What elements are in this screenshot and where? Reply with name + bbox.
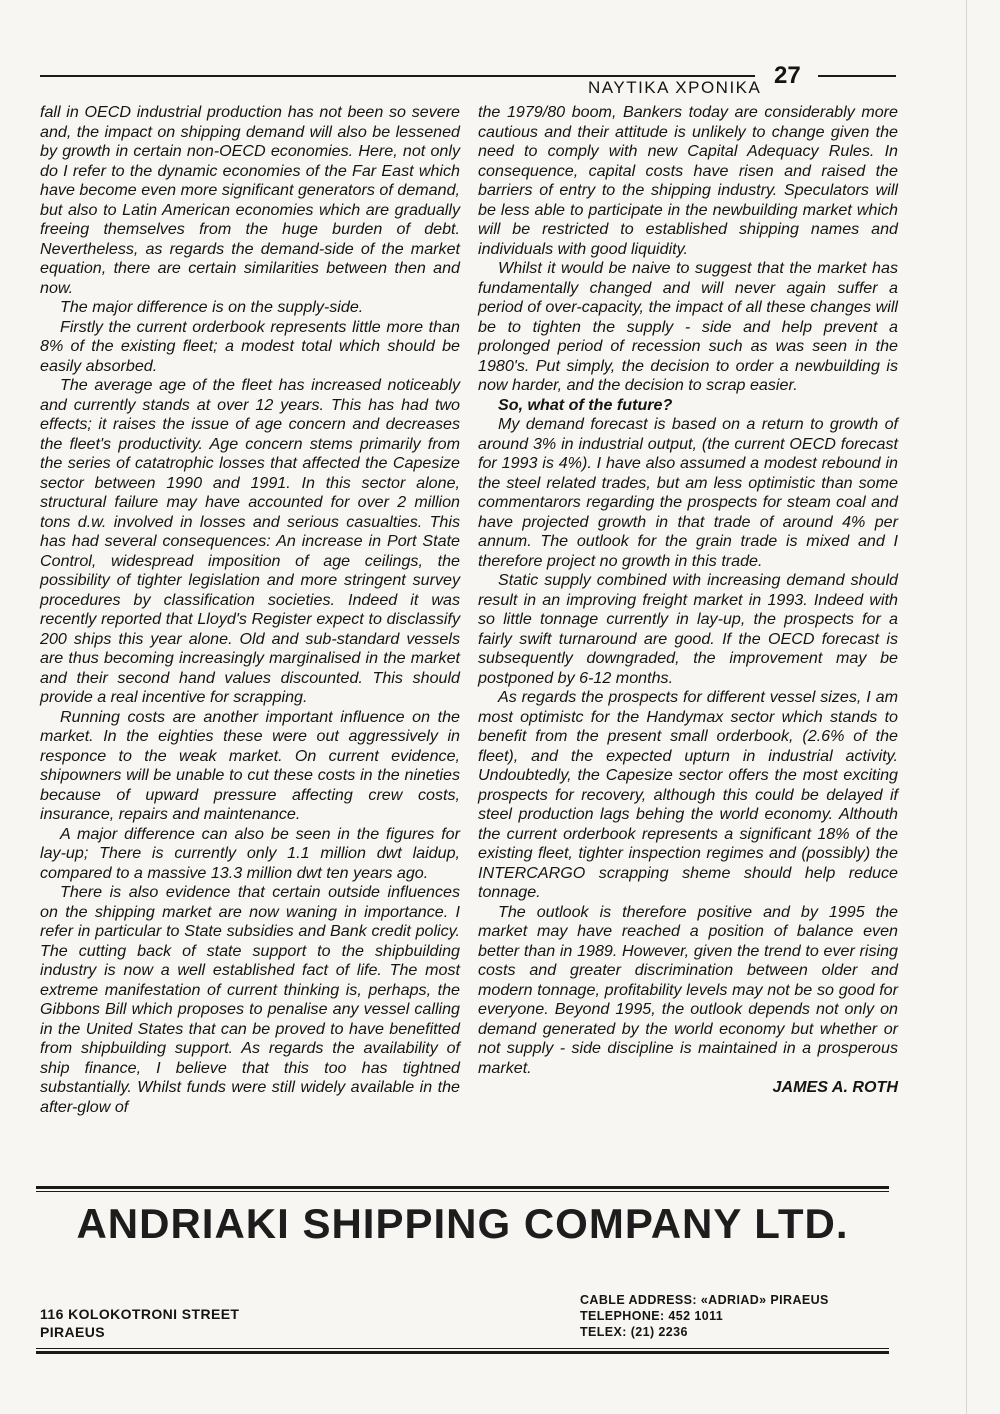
company-name: ANDRIAKI SHIPPING COMPANY LTD. (76, 1200, 849, 1247)
section-subheading: So, what of the future? (498, 395, 673, 414)
article-left-column (40, 103, 460, 1117)
paragraph: As regards the prospects for different vessel sizes, I am most optimistc for the Handymax sector which stands to benefit from the present small orderbook, (2.6% of the fleet), and the expected upturn in industrial activity. Undoubtedly, the Capesize sector offers the most exciting prospects for recovery, although this could be delayed if steel production lags behing the world economy. Althouth the current orderbook represents a significant 18% of the existing fleet, tighter inspection regimes and (possibly) the INTERCARGO scrapping sheme should help reduce tonnage. (478, 688, 898, 901)
advert-top-rule-thick (36, 1186, 889, 1189)
paragraph: There is also evidence that certain outside influences on the shipping market are now waning in importance. I refer in particular to State subsidies and Bank credit policy. The cutting back of state support to the shipbuilding industry is now a well established fact of life. The most extreme manifestation of current thinking is, perhaps, the Gibbons Bill which proposes to penalise any vessel calling in the United States that can be proved to have benefitted from shipbuilding support. As regards the availability of ship finance, I believe that this too has tightned substantially. Whilst funds were still widely available in the after-glow of (40, 883, 460, 1116)
author-signature: JAMES A. ROTH (772, 1078, 898, 1096)
article-right-column (478, 103, 898, 1098)
paragraph: Static supply combined with increasing demand should result in an improving freight market in 1993. Indeed with so little tonnage currently in lay-up, the prospects for a fairly swift turnaround are good. If the OECD forecast is subsequently downgraded, the improvement may be postponed by 6-12 months. (478, 571, 898, 687)
advert-top-rule-thin (36, 1191, 889, 1192)
city: PIRAEUS (40, 1324, 106, 1340)
advert-contact-block (580, 1292, 829, 1340)
street-address: 116 KOLOKOTRONI STREET (40, 1306, 240, 1322)
telex: TELEX: (21) 2236 (580, 1325, 688, 1339)
paragraph: the 1979/80 boom, Bankers today are considerably more cautious and their attitude is unlikely to change given the need to comply with new Capital Adequacy Rules. In consequence, capital costs have risen and raised the barriers of entry to the shipping industry. Speculators will be less able to participate in the newbuilding market which will be restricted to established shipping names and individuals with good liquidity. (478, 103, 898, 258)
telephone: TELEPHONE: 452 1011 (580, 1309, 724, 1323)
header-rule-left (40, 75, 755, 77)
paragraph: The major difference is on the supply-side. (60, 298, 364, 316)
publication-title: ΝΑΥΤΙΚΑ ΧΡΟΝΙΚΑ (588, 78, 762, 97)
paragraph: My demand forecast is based on a return to growth of around 3% in industrial output, (the current OECD forecast for 1993 is 4%). I have also assumed a modest rebound in the steel related trades, but am less optimistic than some commentarors regarding the prospects for steam coal and have projected growth in that trade of around 4% per annum. The outlook for the grain trade is mixed and I therefore project no growth in this trade. (478, 415, 898, 570)
paragraph: The outlook is therefore positive and by 1995 the market may have reached a position of balance even better than in 1989. However, given the trend to ever rising costs and greater discrimination between older and modern tonnage, profitability levels may not be so good for everyone. Beyond 1995, the outlook depends not only on demand generated by the world economy but whether or not supply - side discipline is maintained in a prosperous market. (478, 902, 898, 1077)
paragraph: A major difference can also be seen in the figures for lay-up; There is currently only 1.1 million dwt laidup, compared to a massive 13.3 million dwt ten years ago. (40, 824, 460, 882)
cable-address: CABLE ADDRESS: «ADRIAD» PIRAEUS (580, 1293, 829, 1307)
paragraph: Firstly the current orderbook represents little more than 8% of the existing fleet; a modest total which should be easily absorbed. (40, 317, 460, 375)
header-rule-right (818, 75, 896, 77)
paragraph: Running costs are another important influence on the market. In the eighties these were out aggressively in responce to the weak market. On current evidence, shipowners will be unable to cut these costs in the nineties because of upward pressure affecting crew costs, insurance, repairs and maintenance. (40, 707, 460, 823)
advert-bottom-rule-thick (36, 1351, 889, 1354)
advert-address-block (40, 1305, 239, 1341)
scan-page-edge (966, 0, 967, 1414)
paragraph: The average age of the fleet has increased noticeably and currently stands at over 12 years. This has had two effects; it raises the issue of age concern and decreases the fleet's productivity. Age concern stems primarily from the series of catatrophic losses that affected the Capesize sector between 1990 and 1991. In this sector alone, structural failure may have accounted for over 2 million tons d.w. involved in losses and serious casualties. This has had several consequences: An increase in Port State Control, widespread imposition of age ceilings, the possibility of tighter legislation and more stringent survey procedures by classification societies. Indeed it was recently reported that Lloyd's Register expect to disclassify 200 ships this year alone. Old and sub-standard vessels are thus becoming increasingly marginalised in the market and their second hand values discounted. This should provide a real incentive for scrapping. (40, 376, 460, 706)
advert-bottom-rule-thin (36, 1348, 889, 1349)
paragraph: fall in OECD industrial production has not been so severe and, the impact on shipping demand will also be lessened by growth in certain non-OECD economies. Here, not only do I refer to the dynamic economies of the Far East which have become even more significant generators of demand, but also to Latin American economies which are gradually freeing themselves from the huge burden of debt. Nevertheless, as regards the demand-side of the market equation, there are certain similarities between then and now. (40, 103, 460, 297)
paragraph: Whilst it would be naive to suggest that the market has fundamentally changed and will never again suffer a period of over-capacity, the impact of all these changes will be to tighten the supply - side and help prevent a prolonged period of recession such as was seen in the 1980's. Put simply, the decision to order a newbuilding is now harder, and the decision to scrap easier. (478, 259, 898, 394)
page-number: 27 (774, 62, 801, 89)
